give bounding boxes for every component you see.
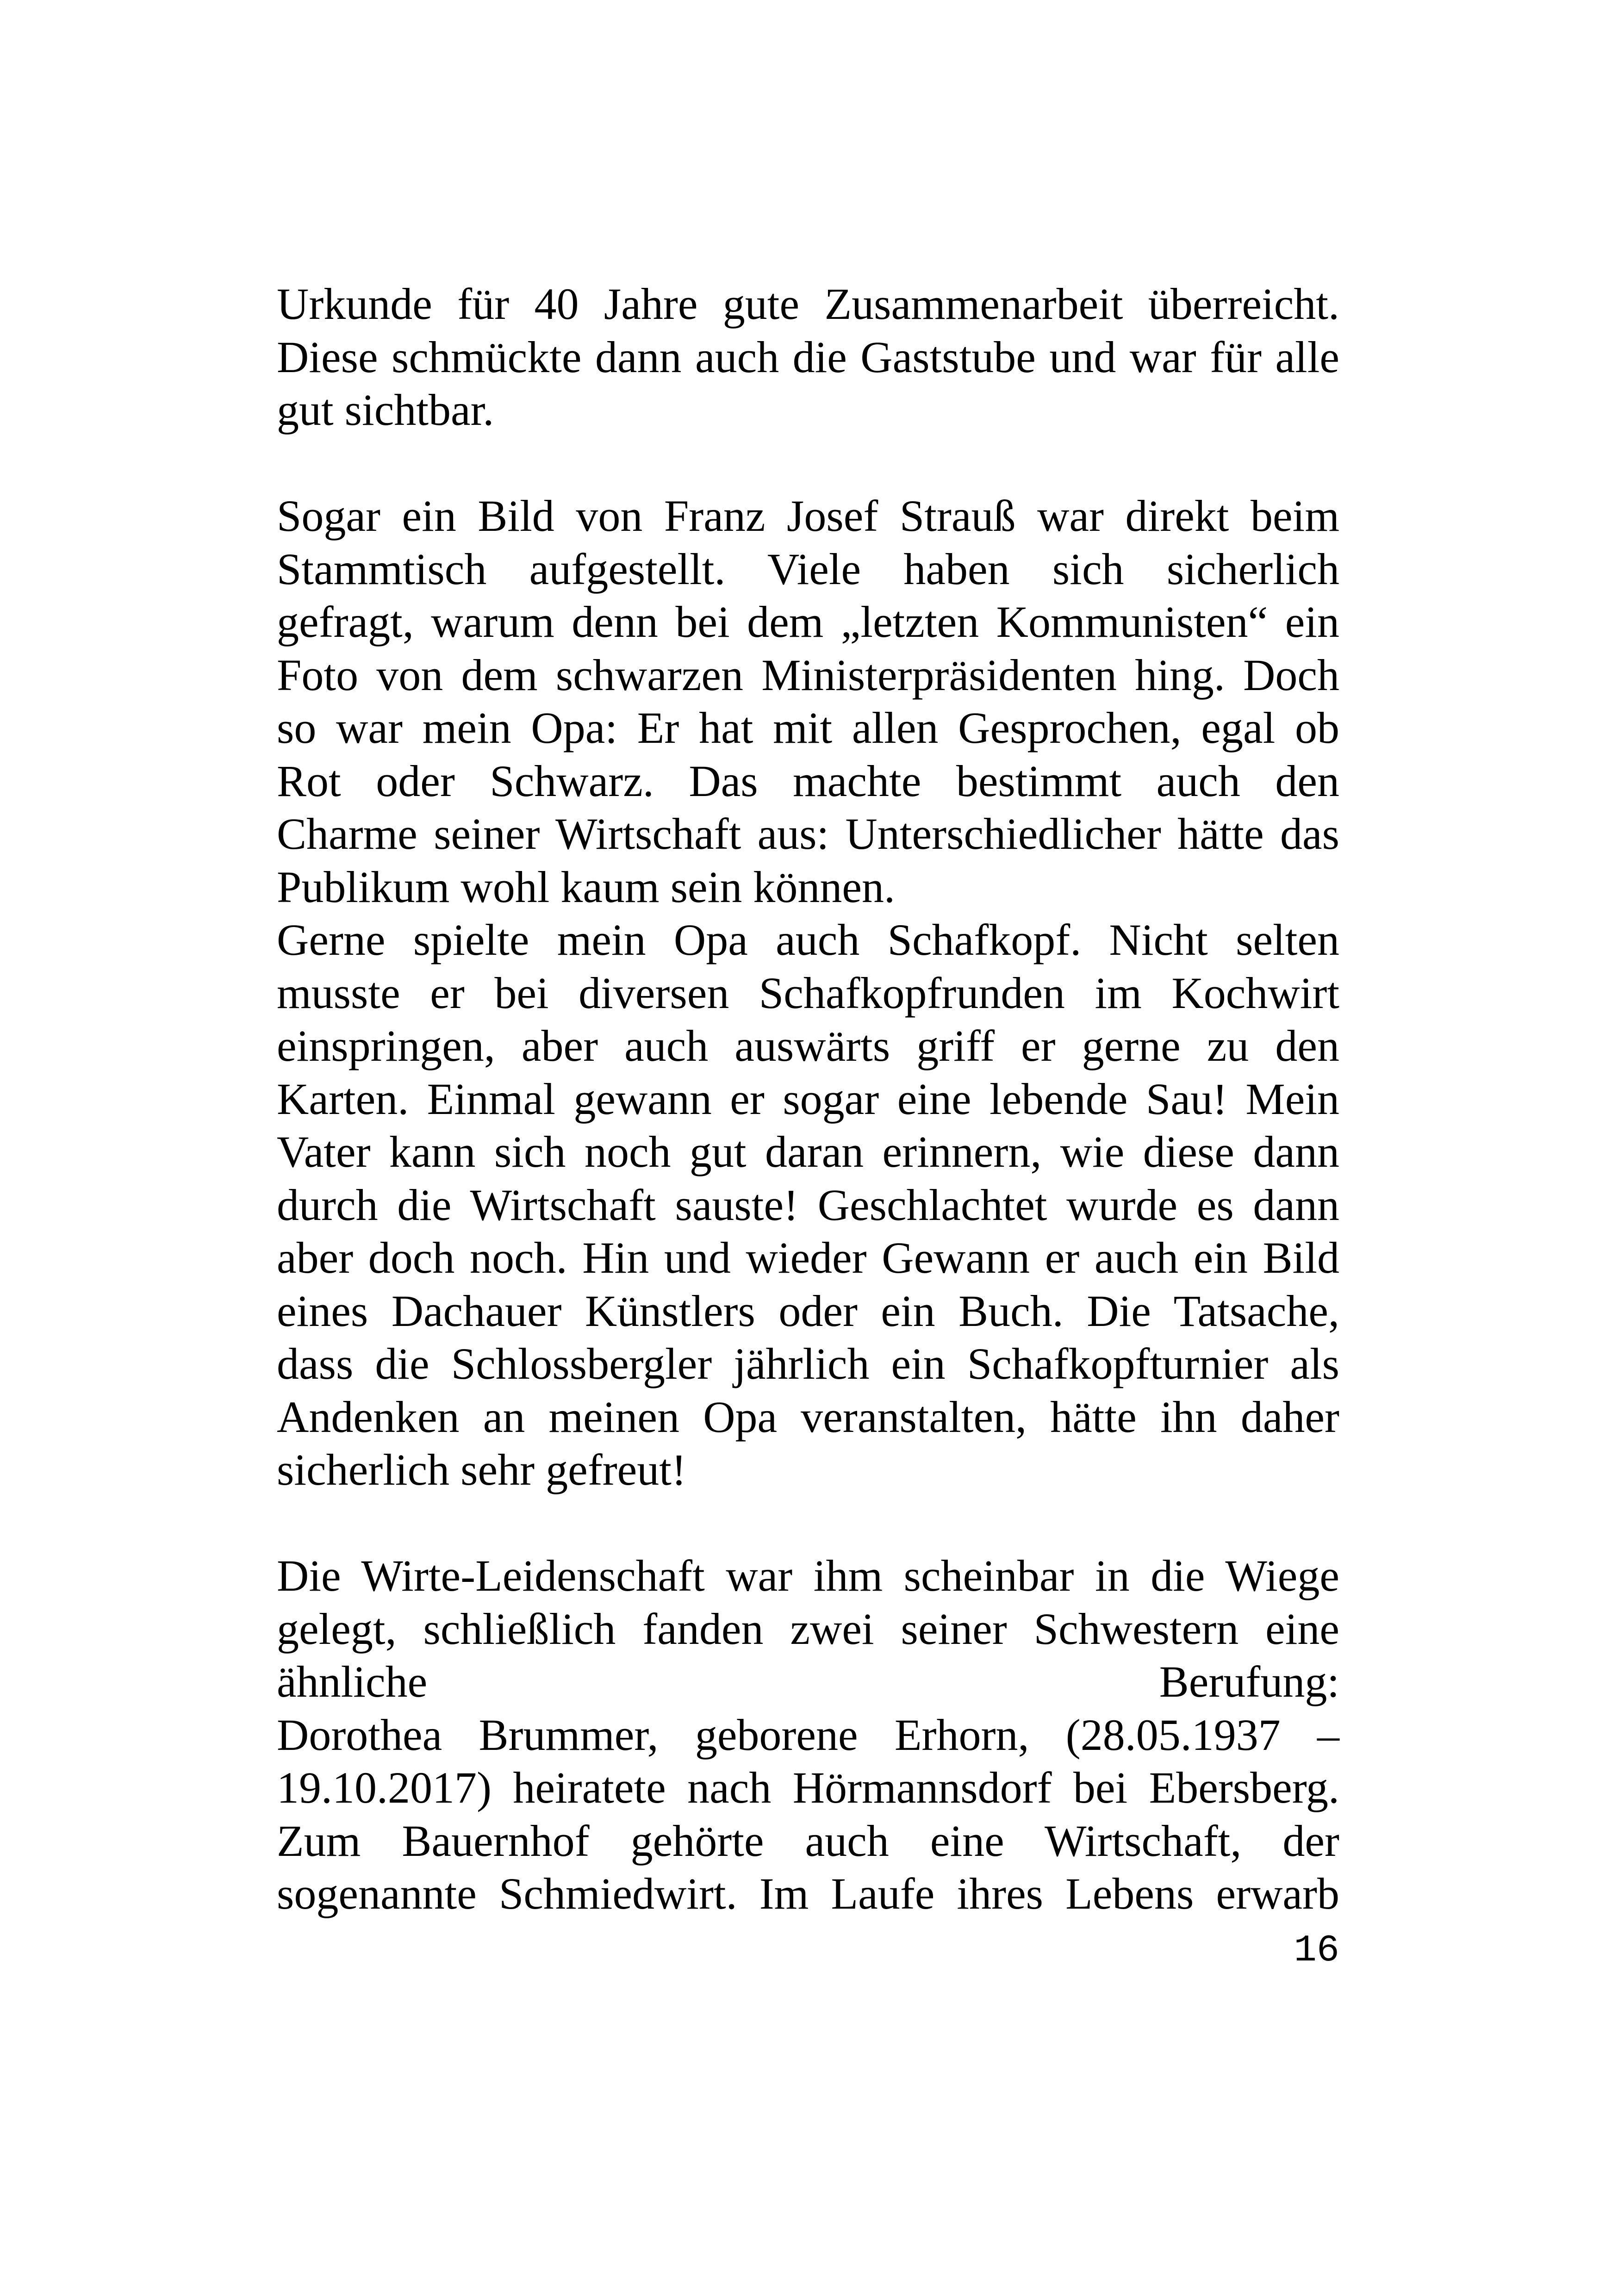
paragraph — [277, 490, 1339, 1497]
text-line: Foto von dem schwarzen Ministerpräsidenten hing. Doch — [277, 650, 1339, 700]
text-line: 19.10.2017) heiratete nach Hörmannsdorf bei Ebersberg. — [277, 1763, 1339, 1812]
text-line: Sogar ein Bild von Franz Josef Strauß war direkt beim — [277, 491, 1339, 541]
text-line: aber doch noch. Hin und wieder Gewann er auch ein Bild — [277, 1233, 1339, 1282]
paragraph-gap — [277, 1497, 1339, 1550]
text-line: so war mein Opa: Er hat mit allen Gesprochen, egal ob — [277, 703, 1339, 753]
page-number: 16 — [1294, 1929, 1339, 1972]
text-line: Die Wirte-Leidenschaft war ihm scheinbar in die Wiege — [277, 1551, 1339, 1600]
text-line: einspringen, aber auch auswärts griff er gerne zu den — [277, 1021, 1339, 1070]
text-line: gefragt, warum denn bei dem „letzten Kommunisten“ ein — [277, 597, 1339, 647]
text-line: gut sichtbar. — [277, 385, 494, 435]
text-line: ähnliche Berufung: — [277, 1657, 1339, 1706]
text-line: musste er bei diversen Schafkopfrunden im Kochwirt — [277, 968, 1339, 1018]
paragraph-gap — [277, 437, 1339, 490]
text-line: durch die Wirtschaft sauste! Geschlachtet wurde es dann — [277, 1180, 1339, 1230]
text-line: eines Dachauer Künstlers oder ein Buch. Die Tatsache, — [277, 1286, 1339, 1336]
text-line: Stammtisch aufgestellt. Viele haben sich sicherlich — [277, 544, 1339, 594]
paragraph — [277, 278, 1339, 437]
text-line: dass die Schlossbergler jährlich ein Schafkopfturnier als — [277, 1339, 1339, 1388]
text-line: Urkunde für 40 Jahre gute Zusammenarbeit überreicht. — [277, 279, 1339, 329]
text-line: Gerne spielte mein Opa auch Schafkopf. Nicht selten — [277, 915, 1339, 964]
text-line: Dorothea Brummer, geborene Erhorn, (28.05.1937 – — [277, 1710, 1339, 1760]
text-line: Publikum wohl kaum sein können. — [277, 862, 895, 912]
text-line: sicherlich sehr gefreut! — [277, 1445, 686, 1494]
body-text — [277, 278, 1339, 1921]
text-line: Diese schmückte dann auch die Gaststube und war für alle — [277, 332, 1339, 382]
text-line: Zum Bauernhof gehörte auch eine Wirtschaft, der — [277, 1816, 1339, 1866]
text-line: gelegt, schließlich fanden zwei seiner Schwestern eine — [277, 1604, 1339, 1654]
text-line: Rot oder Schwarz. Das machte bestimmt auch den — [277, 756, 1339, 806]
text-line: Andenken an meinen Opa veranstalten, hätte ihn daher — [277, 1392, 1339, 1442]
text-line: sogenannte Schmiedwirt. Im Laufe ihres Lebens erwarb — [277, 1869, 1339, 1918]
text-line: Charme seiner Wirtschaft aus: Unterschiedlicher hätte das — [277, 809, 1339, 859]
paragraph — [277, 1549, 1339, 1921]
text-line: Vater kann sich noch gut daran erinnern, wie diese dann — [277, 1127, 1339, 1176]
text-line: Karten. Einmal gewann er sogar eine lebende Sau! Mein — [277, 1074, 1339, 1124]
